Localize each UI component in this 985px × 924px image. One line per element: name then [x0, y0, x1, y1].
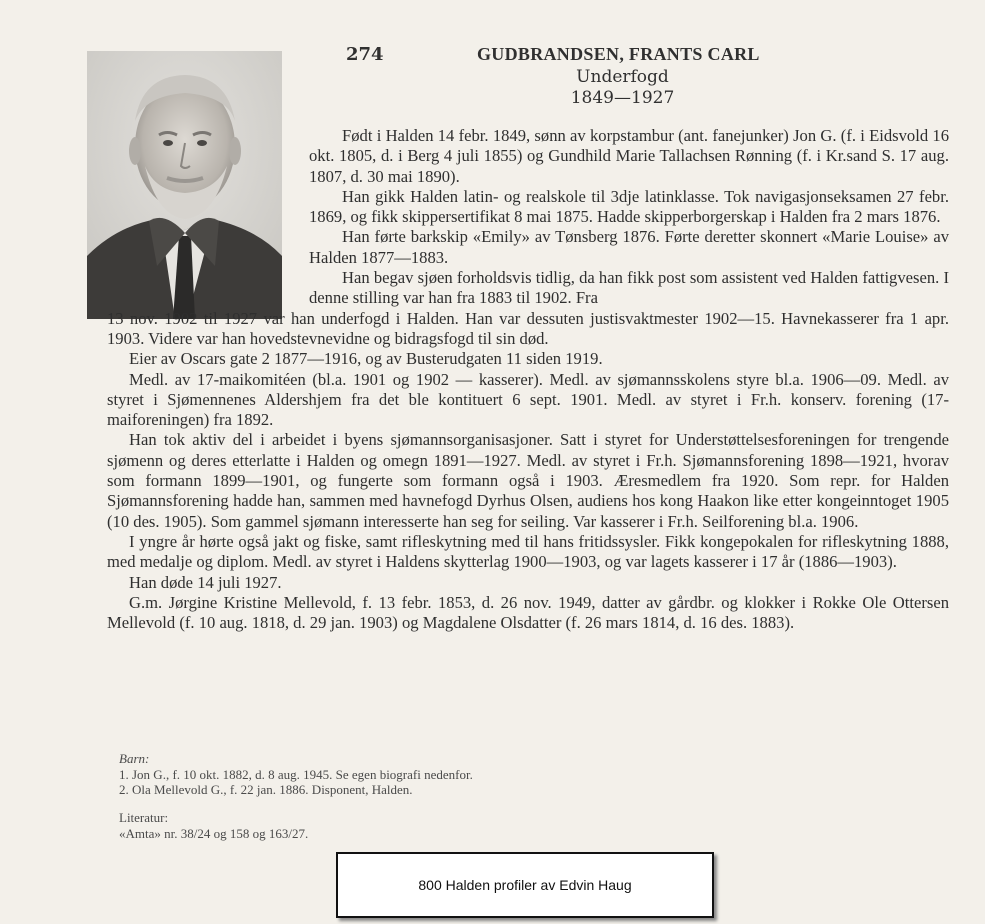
literature-section — [119, 810, 308, 841]
literature-label: Literatur: — [119, 810, 169, 825]
biography-text — [107, 126, 949, 633]
caption-box — [336, 852, 714, 918]
paragraph: Han begav sjøen forholdsvis tidlig, da han fikk post som assistent ved Halden fattigvesen. I denne stilling var han fra 1883 til 1902. Fra — [309, 268, 949, 308]
paragraph: 13 nov. 1902 til 1927 var han underfogd i Halden. Han var dessuten justisvaktmester 1902—15. Havnekasserer fra 1 apr. 1903. Videre var han hovedstevnevidne og bidragsfogd til sin død. — [107, 308, 949, 348]
caption-text: 800 Halden profiler av Edvin Haug — [418, 877, 632, 893]
biography-name: GUDBRANDSEN, FRANTS CARL — [477, 44, 760, 64]
child-entry: 2. Ola Mellevold G., f. 22 jan. 1886. Disponent, Halden. — [119, 782, 413, 798]
paragraph: G.m. Jørgine Kristine Mellevold, f. 13 febr. 1853, d. 26 nov. 1949, datter av gårdbr. og klokker i Rokke Ole Ottersen Mellevold (f. 10 aug. 1818, d. 29 jan. 1903) og Magdalene Olsdatter (f. 26 mars 1814, d. 16 des. 1883). — [107, 592, 949, 633]
children-section — [119, 751, 473, 798]
paragraph: Han førte barkskip «Emily» av Tønsberg 1876. Førte deretter skonnert «Marie Louise» av Halden 1877—1883. — [309, 227, 949, 267]
biography-role: Underfogd — [576, 67, 669, 87]
text-beside-photo — [309, 126, 949, 309]
paragraph: I yngre år hørte også jakt og fiske, samt rifleskytning med til hans fritidssysler. Fikk kongepokalen for rifleskytning 1888, med medalje og diplom. Medl. av styret i Haldens skytterlag 1900—1903, og var lagets kasserer i 17 år (1886—1903). — [107, 531, 949, 572]
paragraph: Han gikk Halden latin- og realskole til 3dje latinklasse. Tok navigasjonseksamen 27 febr. 1869, og fikk skippersertifikat 8 mai 1875. Hadde skipperborgerskap i Halden fra 2 mars 1876. — [309, 186, 949, 227]
child-entry: 1. Jon G., f. 10 okt. 1882, d. 8 aug. 1945. Se egen biografi nedenfor. — [119, 766, 473, 782]
paragraph: Eier av Oscars gate 2 1877—1916, og av Busterudgaten 11 siden 1919. — [129, 349, 603, 369]
paragraph: Født i Halden 14 febr. 1849, sønn av korpstambur (ant. fanejunker) Jon G. (f. i Eidsvold 16 okt. 1805, d. i Berg 4 juli 1855) og Gundhild Marie Tallachsen Rønning (f. i Kr.sand S. 17 aug. 1807, d. 30 mai 1890). — [309, 126, 949, 186]
paragraph: Han tok aktiv del i arbeidet i byens sjømannsorganisasjoner. Satt i styret for Understøttelsesforeningen for trengende sjømenn og deres etterlatte i Halden og omegn 1891—1927. Medl. av styret i Fr.h. Sjømannsforening 1898—1921, hvorav som formann 1899—1901, og fungerte som formann også i 1903. Æresmedlem fra 1920. Som repr. for Halden Sjømannsforening hadde han, sammen med havnefogd Dyrhus Olsen, audiens hos kong Haakon like etter kongeinntoget 1905 (10 des. 1905). Som gammel sjømann interesserte han seg for seiling. Var kasserer i Fr.h. Seilforening bl.a. 1906. — [107, 430, 949, 531]
children-label: Barn: — [119, 751, 150, 766]
paragraph: Medl. av 17-maikomitéen (bl.a. 1901 og 1902 — kasserer). Medl. av sjømannsskolens styre bl.a. 1906—09. Medl. av styret i Sjømennenes Aldershjem fra det ble kontituert 6 sept. 1901. Medl. av styret i Fr.h. konserv. forening (17-maiforeningen) fra 1892. — [107, 369, 949, 430]
literature-entry: «Amta» nr. 38/24 og 158 og 163/27. — [119, 825, 309, 841]
page-number: 274 — [346, 44, 384, 65]
biography-years: 1849—1927 — [570, 88, 675, 108]
paragraph: Han døde 14 juli 1927. — [129, 572, 282, 592]
